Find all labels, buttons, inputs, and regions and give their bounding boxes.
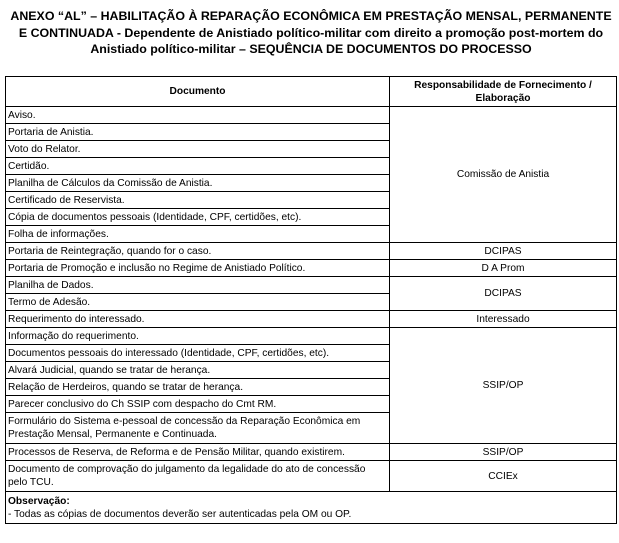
- table-row: [6, 461, 617, 492]
- responsibility-cell: D A Prom: [390, 260, 617, 277]
- responsibility-cell: Interessado: [390, 311, 617, 328]
- header-documento: Documento: [6, 77, 390, 107]
- responsibility-cell: DCIPAS: [390, 243, 617, 260]
- document-cell: Termo de Adesão.: [6, 294, 390, 311]
- table-row: [6, 107, 617, 124]
- document-cell: Processos de Reserva, de Reforma e de Pensão Militar, quando existirem.: [6, 444, 390, 461]
- observation-label: Observação:: [8, 495, 70, 507]
- responsibility-cell: CCIEx: [390, 461, 617, 492]
- document-cell: Alvará Judicial, quando se tratar de herança.: [6, 362, 390, 379]
- document-cell: Documentos pessoais do interessado (Identidade, CPF, certidões, etc).: [6, 345, 390, 362]
- document-cell: Requerimento do interessado.: [6, 311, 390, 328]
- document-cell: Portaria de Anistia.: [6, 124, 390, 141]
- document-cell: Cópia de documentos pessoais (Identidade, CPF, certidões, etc).: [6, 209, 390, 226]
- responsibility-cell: SSIP/OP: [390, 328, 617, 444]
- table-header-row: [6, 77, 617, 107]
- observation-row: [6, 492, 617, 524]
- observation-text: - Todas as cópias de documentos deverão ser autenticadas pela OM ou OP.: [8, 508, 352, 520]
- document-cell: Certidão.: [6, 158, 390, 175]
- responsibility-cell: DCIPAS: [390, 277, 617, 311]
- page-title: ANEXO “AL” – HABILITAÇÃO À REPARAÇÃO ECONÔMICA EM PRESTAÇÃO MENSAL, PERMANENTE E CONTINUADA - Dependente de Anistiado político-militar com direito a promoção post-mortem do Anistiado político-militar – SEQUÊNCIA DE DOCUMENTOS DO PROCESSO: [10, 9, 612, 56]
- table-row: [6, 260, 617, 277]
- document-cell: Portaria de Promoção e inclusão no Regime de Anistiado Político.: [6, 260, 390, 277]
- document-cell: Voto do Relator.: [6, 141, 390, 158]
- document-cell: Formulário do Sistema e-pessoal de concessão da Reparação Econômica em Prestação Mensal, Permanente e Continuada.: [6, 413, 390, 444]
- document-cell: Certificado de Reservista.: [6, 192, 390, 209]
- table-row: [6, 243, 617, 260]
- table-row: [6, 277, 617, 294]
- document-cell: Parecer conclusivo do Ch SSIP com despacho do Cmt RM.: [6, 396, 390, 413]
- table-row: [6, 444, 617, 461]
- document-cell: Folha de informações.: [6, 226, 390, 243]
- document-cell: Informação do requerimento.: [6, 328, 390, 345]
- document-cell: Aviso.: [6, 107, 390, 124]
- table-row: [6, 311, 617, 328]
- document-cell: Portaria de Reintegração, quando for o caso.: [6, 243, 390, 260]
- document-cell: Planilha de Cálculos da Comissão de Anistia.: [6, 175, 390, 192]
- table-row: [6, 328, 617, 345]
- observation-cell: [6, 492, 617, 524]
- header-responsabilidade: Responsabilidade de Fornecimento / Elaboração: [390, 77, 617, 107]
- document-cell: Relação de Herdeiros, quando se tratar de herança.: [6, 379, 390, 396]
- document-cell: Documento de comprovação do julgamento da legalidade do ato de concessão pelo TCU.: [6, 461, 390, 492]
- responsibility-cell: Comissão de Anistia: [390, 107, 617, 243]
- responsibility-cell: SSIP/OP: [390, 444, 617, 461]
- document-cell: Planilha de Dados.: [6, 277, 390, 294]
- documents-table: [5, 76, 617, 524]
